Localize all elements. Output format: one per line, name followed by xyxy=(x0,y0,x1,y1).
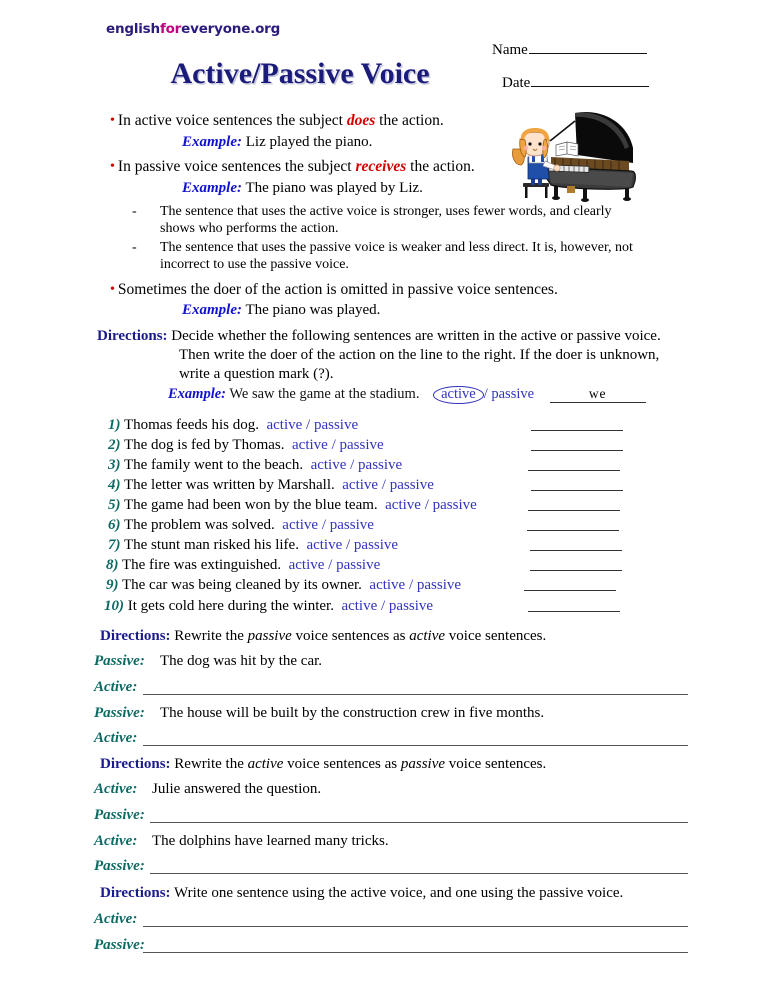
worked-example-circled-active[interactable]: active xyxy=(433,386,484,404)
question-9-choices[interactable]: active / passive xyxy=(361,577,462,593)
example-label: Example: xyxy=(168,386,226,402)
section4-item-0-answer-line[interactable] xyxy=(143,926,688,927)
directions-3-em-1: active xyxy=(247,756,284,772)
intro-dash-item-2 xyxy=(132,239,660,273)
question-row-9 xyxy=(106,577,461,594)
directions-3-pre: Rewrite the xyxy=(170,756,248,772)
question-row-10 xyxy=(104,598,433,615)
question-2-choices[interactable]: active / passive xyxy=(284,437,384,453)
example-text: The piano was played by Liz. xyxy=(242,180,423,196)
question-1-choices[interactable]: active / passive xyxy=(258,417,359,433)
question-10-number: 10) xyxy=(104,598,124,614)
question-3-number: 3) xyxy=(108,457,121,473)
question-1-answer-line[interactable] xyxy=(531,430,623,431)
name-label: Name xyxy=(492,42,528,58)
question-3-choices[interactable]: active / passive xyxy=(303,457,403,473)
question-6-number: 6) xyxy=(108,517,121,533)
directions-4-body: Write one sentence using the active voice, and one using the passive voice. xyxy=(170,885,624,901)
intro-bullet-1 xyxy=(110,112,444,130)
section2-item-0-answer-label: Active: xyxy=(94,679,138,695)
directions-3-em-2: passive xyxy=(400,756,446,772)
question-1-number: 1) xyxy=(108,417,121,433)
intro-bullet-2-post: the action. xyxy=(406,158,475,175)
worked-example-passive[interactable]: passive xyxy=(491,386,535,402)
directions-1 xyxy=(97,328,661,345)
example-label: Example: xyxy=(182,134,242,150)
question-2-number: 2) xyxy=(108,437,121,453)
question-6-text: The problem was solved. xyxy=(120,517,275,533)
question-5-number: 5) xyxy=(108,497,121,513)
directions-label: Directions: xyxy=(100,885,171,901)
section2-item-1-given-text: The house will be built by the construction crew in five months. xyxy=(160,705,545,721)
question-7-number: 7) xyxy=(108,537,121,553)
section3-item-0-answer-line[interactable] xyxy=(150,822,688,823)
question-8-choices[interactable]: active / passive xyxy=(281,557,381,573)
example-text: Liz played the piano. xyxy=(242,134,373,150)
question-10-choices[interactable]: active / passive xyxy=(333,598,434,614)
directions-2-em-2: active xyxy=(409,628,446,644)
site-logo[interactable] xyxy=(106,21,280,37)
directions-2-post: voice sentences. xyxy=(445,628,547,644)
worked-example-sentence: We saw the game at the stadium. xyxy=(226,386,420,402)
question-3-text: The family went to the beach. xyxy=(120,457,304,473)
logo-part-english: english xyxy=(106,21,160,37)
name-field[interactable] xyxy=(492,40,647,59)
page-title: Active/Passive Voice xyxy=(170,57,430,90)
bullet-dot-icon: • xyxy=(110,158,115,174)
intro-bullet-1-emphasis: does xyxy=(346,112,376,129)
directions-3 xyxy=(100,756,546,773)
intro-dash-item-1 xyxy=(132,203,650,237)
question-row-1 xyxy=(108,417,358,434)
intro-bullet-2-pre: In passive voice sentences the subject xyxy=(117,158,356,175)
question-row-7 xyxy=(108,537,398,554)
intro-bullet-2 xyxy=(110,158,475,176)
question-7-answer-line[interactable] xyxy=(530,550,622,551)
directions-1-line-2: Then write the doer of the action on the line to the right. If the doer is unknown, xyxy=(179,347,660,363)
worked-example-answer[interactable]: we xyxy=(550,386,646,403)
question-6-choices[interactable]: active / passive xyxy=(274,517,374,533)
section2-item-1-answer-line[interactable] xyxy=(143,745,688,746)
directions-1-line-3: write a question mark (?). xyxy=(179,366,334,382)
question-9-number: 9) xyxy=(106,577,119,593)
question-6-answer-line[interactable] xyxy=(527,530,619,531)
directions-2-pre: Rewrite the xyxy=(170,628,248,644)
question-7-text: The stunt man risked his life. xyxy=(120,537,299,553)
question-2-text: The dog is fed by Thomas. xyxy=(120,437,285,453)
date-field[interactable] xyxy=(502,73,649,92)
directions-label: Directions: xyxy=(100,628,171,644)
example-text: The piano was played. xyxy=(242,302,381,318)
section3-item-0-given-label: Active: xyxy=(94,781,138,797)
directions-2 xyxy=(100,628,546,645)
question-row-6 xyxy=(108,517,374,534)
date-input-line[interactable] xyxy=(531,73,649,87)
question-9-answer-line[interactable] xyxy=(524,590,616,591)
question-4-number: 4) xyxy=(108,477,121,493)
question-1-text: Thomas feeds his dog. xyxy=(120,417,259,433)
question-row-5 xyxy=(108,497,477,514)
question-row-2 xyxy=(108,437,384,454)
section3-item-1-answer-label: Passive: xyxy=(94,858,145,874)
intro-example-2 xyxy=(182,180,423,197)
piano-illustration xyxy=(505,103,655,203)
bullet-dot-icon: • xyxy=(110,281,115,297)
section4-item-1-answer-label: Passive: xyxy=(94,937,145,953)
section2-item-0-given-label: Passive: xyxy=(94,653,145,669)
section2-item-1-answer-label: Active: xyxy=(94,730,138,746)
name-input-line[interactable] xyxy=(529,40,647,54)
question-10-answer-line[interactable] xyxy=(528,611,620,612)
question-10-text: It gets cold here during the winter. xyxy=(124,598,334,614)
question-8-text: The fire was extinguished. xyxy=(118,557,282,573)
question-row-3 xyxy=(108,457,402,474)
intro-example-3 xyxy=(182,302,380,319)
intro-example-1 xyxy=(182,134,372,151)
directions-2-mid: voice sentences as xyxy=(291,628,410,644)
section3-item-1-answer-line[interactable] xyxy=(150,873,688,874)
directions-3-mid: voice sentences as xyxy=(283,756,401,772)
logo-part-for: for xyxy=(159,21,182,37)
bullet-dot-icon: • xyxy=(110,112,115,128)
question-4-text: The letter was written by Marshall. xyxy=(120,477,335,493)
directions-3-post: voice sentences. xyxy=(445,756,547,772)
question-3-answer-line[interactable] xyxy=(528,470,620,471)
section2-item-0-answer-line[interactable] xyxy=(143,694,688,695)
question-8-number: 8) xyxy=(106,557,119,573)
question-row-8 xyxy=(106,557,380,574)
section3-item-1-given-text: The dolphins have learned many tricks. xyxy=(152,833,389,849)
question-5-choices[interactable]: active / passive xyxy=(377,497,477,513)
directions-label: Directions: xyxy=(100,756,171,772)
directions-2-em-1: passive xyxy=(247,628,292,644)
directions-1-line-1: Decide whether the following sentences are written in the active or passive voice. xyxy=(167,328,661,344)
question-row-4 xyxy=(108,477,434,494)
question-9-text: The car was being cleaned by its owner. xyxy=(118,577,362,593)
intro-bullet-3-text: Sometimes the doer of the action is omitted in passive voice sentences. xyxy=(117,281,558,298)
intro-bullet-1-post: the action. xyxy=(375,112,444,129)
section2-item-0-given-text: The dog was hit by the car. xyxy=(160,653,323,669)
section4-item-0-answer-label: Active: xyxy=(94,911,138,927)
section3-item-1-given-label: Active: xyxy=(94,833,138,849)
question-7-choices[interactable]: active / passive xyxy=(298,537,399,553)
directions-4 xyxy=(100,885,623,902)
dash-marker-icon: - xyxy=(132,204,137,219)
intro-bullet-3 xyxy=(110,281,558,299)
intro-bullet-1-pre: In active voice sentences the subject xyxy=(117,112,347,129)
intro-bullet-2-emphasis: receives xyxy=(355,158,407,175)
question-4-choices[interactable]: active / passive xyxy=(334,477,434,493)
question-5-text: The game had been won by the blue team. xyxy=(120,497,378,513)
intro-dash-1-text: The sentence that uses the active voice is stronger, uses fewer words, and clearly shows who performs the action. xyxy=(160,204,612,236)
intro-dash-2-text: The sentence that uses the passive voice is weaker and less direct. It is, however, not incorrect to use the passive voice. xyxy=(160,240,633,272)
example-label: Example: xyxy=(182,180,242,196)
section3-item-0-given-text: Julie answered the question. xyxy=(152,781,322,797)
section2-item-1-given-label: Passive: xyxy=(94,705,145,721)
question-4-answer-line[interactable] xyxy=(531,490,623,491)
directions-label: Directions: xyxy=(97,328,168,344)
question-8-answer-line[interactable] xyxy=(530,570,622,571)
dash-marker-icon: - xyxy=(132,240,137,255)
question-2-answer-line[interactable] xyxy=(531,450,623,451)
worked-example-slash: / xyxy=(483,386,488,402)
section3-item-0-answer-label: Passive: xyxy=(94,807,145,823)
example-label: Example: xyxy=(182,302,242,318)
date-label: Date xyxy=(502,75,531,91)
logo-part-everyone: everyone.org xyxy=(181,21,281,37)
section4-item-1-answer-line[interactable] xyxy=(143,952,688,953)
question-5-answer-line[interactable] xyxy=(528,510,620,511)
worked-example-row xyxy=(168,386,646,404)
